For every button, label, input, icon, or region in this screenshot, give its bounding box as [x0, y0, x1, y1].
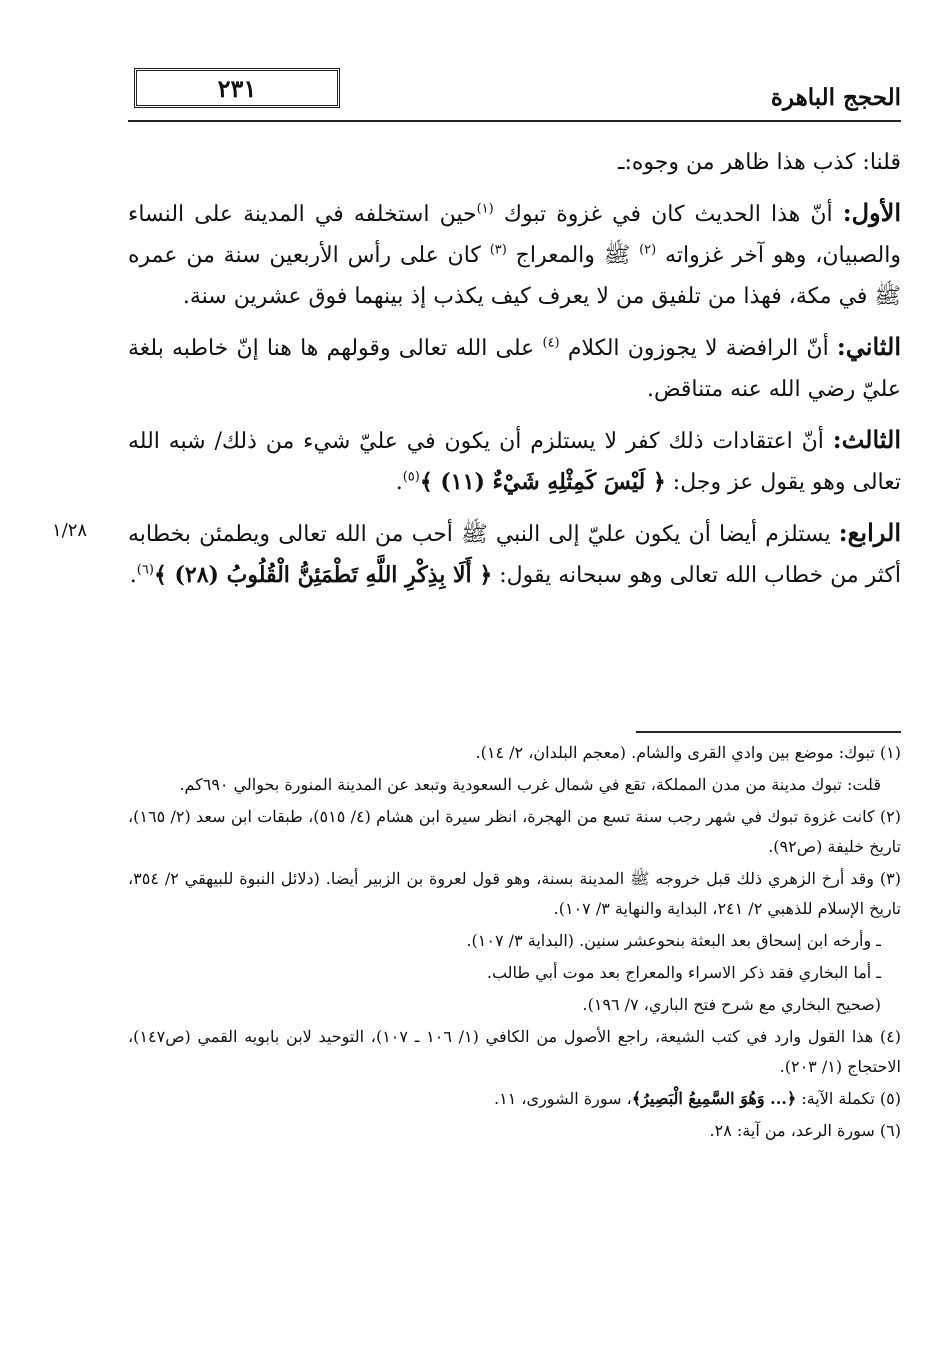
footnote-ref-4: (٤) — [542, 335, 560, 351]
p4-text-1: يستلزم أيضا أن يكون عليّ إلى النبي ﷺ أحب من الله تعالى ويطمئن بخطابه أكثر من خطاب الله تعالى وهو سبحانه يقول: — [128, 522, 901, 588]
footnote-ref-2: (٢) — [639, 242, 657, 258]
footnote-5-text-1: (٥) تكملة الآية: — [796, 1089, 901, 1108]
footnote-3-line-4: (صحيح البخاري مع شرح فتح الباري، ٧/ ١٩٦). — [582, 995, 881, 1014]
page-header — [128, 62, 901, 124]
p3-text-2: . — [395, 470, 403, 495]
lead-second: الثاني: — [836, 332, 901, 361]
footnote-6: (٦) سورة الرعد، من آية: ٢٨. — [709, 1121, 901, 1140]
p1-text-3: ﷺ والمعراج — [506, 243, 640, 268]
footnote-1: (١) تبوك: موضع بين وادي القرى والشام. (معجم البلدان، ٢/ ١٤). — [475, 743, 901, 762]
quran-verse-2: ﴿ أَلَا بِذِكْرِ اللَّهِ تَطْمَئِنُّ الْقُلُوبُ (٢٨) ﴾ — [153, 562, 493, 588]
footnote-3-line-2: ـ وأرخه ابن إسحاق بعد البعثة بنحوعشر سنين. (البداية ٣/ ١٠٧). — [466, 931, 881, 950]
footnote-1-continued: قلت: تبوك مدينة من مدن المملكة، تقع في شمال غرب السعودية وتبعد عن المدينة المنورة بحوالي ٦٩٠كم. — [179, 775, 881, 794]
footnote-3-line-3: ـ أما البخاري فقد ذكر الاسراء والمعراج بعد موت أبي طالب. — [486, 963, 881, 982]
lead-fourth: الرابع: — [838, 518, 901, 547]
footnotes — [128, 738, 901, 1148]
footnote-ref-1: (١) — [476, 201, 494, 217]
footnote-ref-3: (٣) — [489, 242, 507, 258]
main-text — [128, 142, 901, 605]
paragraph-third — [128, 419, 901, 503]
lead-third: الثالث: — [832, 425, 901, 454]
p1-text-2: حين استخلفه في المدينة على النساء والصبيان، وهو آخر غزواته — [128, 202, 901, 268]
lead-first: الأول: — [842, 198, 901, 227]
footnote-5-text-2: ، سورة الشورى، ١١. — [494, 1089, 632, 1108]
footnote-ref-5: (٥) — [402, 469, 420, 485]
paragraph-fourth — [128, 512, 901, 596]
margin-reference: ١/٢٨ — [52, 520, 88, 541]
p1-text-1: أنّ هذا الحديث كان في غزوة تبوك — [493, 202, 843, 227]
footnote-5 — [128, 1084, 901, 1114]
paragraph-second — [128, 326, 901, 410]
quran-verse-1: ﴿ لَيْسَ كَمِثْلِهِ شَيْءٌ (١١) ﴾ — [419, 469, 666, 495]
footnote-ref-6: (٦) — [136, 562, 154, 578]
p2-text-1: أنّ الرافضة لا يجوزون الكلام — [559, 336, 837, 361]
footnote-3: (٣) وقد أرخ الزهري ذلك قبل خروجه ﷺ المدينة بسنة، وهو قول لعروة بن الزبير أيضا. (دلائل النبوة للبيهقي ٢/ ٣٥٤، تاريخ الإسلام للذهبي ٢/ ٢٤١، البداية والنهاية ٣/ ١٠٧). — [128, 869, 901, 918]
footnote-2: (٢) كانت غزوة تبوك في شهر رجب سنة تسع من الهجرة، انظر سيرة ابن هشام (٤/ ٥١٥)، طبقات ابن سعد (٢/ ١٦٥)، تاريخ خليفة (ص٩٢). — [128, 807, 901, 856]
intro-paragraph: قلنا: كذب هذا ظاهر من وجوه:ـ — [618, 150, 901, 175]
page-number: ٢٣١ — [134, 68, 340, 108]
header-rule — [128, 120, 901, 122]
footnote-5-verse: ﴿... وَهُوَ السَّمِيعُ الْبَصِيرُ﴾ — [631, 1089, 797, 1108]
p4-text-2: . — [129, 563, 137, 588]
p3-text-1: أنّ اعتقادات ذلك كفر لا يستلزم أن يكون في عليّ شيء من ذلك/ شبه الله تعالى وهو يقول عز وجل: — [128, 429, 901, 495]
footnote-4: (٤) هذا القول وارد في كتب الشيعة، راجع الأصول من الكافي (١/ ١٠٦ ـ ١٠٧)، التوحيد لابن بابويه القمي (ص١٤٧)، الاحتجاج (١/ ٢٠٣). — [128, 1027, 902, 1076]
paragraph-first — [128, 192, 901, 317]
footnote-separator — [636, 731, 901, 733]
p1-text-4: كان على رأس الأربعين سنة من عمره ﷺ في مكة، فهذا من تلفيق من لا يعرف كيف يكذب إذ بينهما فوق عشرين سنة. — [128, 243, 901, 309]
p2-text-2: على الله تعالى وقولهم ها هنا إنّ خاطبه بلغة عليّ رضي الله عنه متناقض. — [128, 336, 901, 402]
running-title: الحجج الباهرة — [770, 84, 901, 111]
